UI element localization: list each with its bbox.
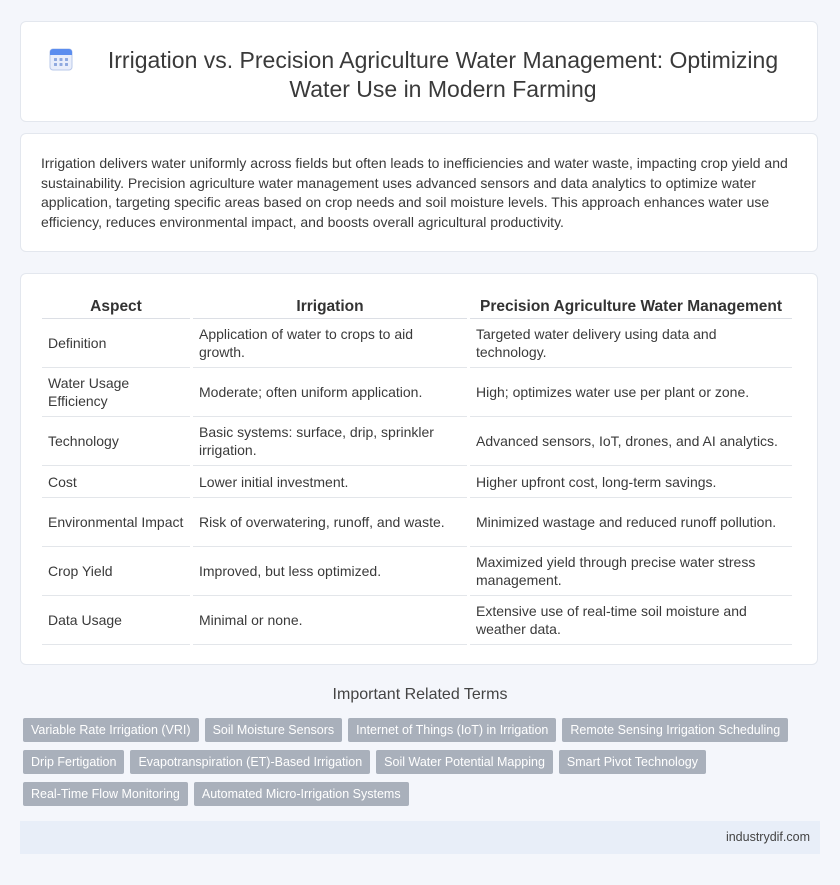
- row-aspect: Technology: [42, 417, 190, 466]
- term-tag[interactable]: Automated Micro-Irrigation Systems: [194, 782, 409, 806]
- title-wrap: [21, 22, 817, 121]
- comparison-table: [39, 297, 795, 645]
- row-precision: Advanced sensors, IoT, drones, and AI analytics.: [470, 417, 792, 466]
- row-precision: Targeted water delivery using data and technology.: [470, 319, 792, 368]
- term-tag[interactable]: Variable Rate Irrigation (VRI): [23, 718, 199, 742]
- related-terms-title: Important Related Terms: [332, 686, 508, 703]
- row-irrigation: Minimal or none.: [193, 596, 467, 645]
- header-precision: Precision Agriculture Water Management: [470, 297, 792, 319]
- row-precision: Minimized wastage and reduced runoff pollution.: [470, 498, 792, 547]
- row-irrigation: Lower initial investment.: [193, 466, 467, 498]
- term-tag[interactable]: Remote Sensing Irrigation Scheduling: [562, 718, 788, 742]
- term-tag[interactable]: Real-Time Flow Monitoring: [23, 782, 188, 806]
- row-irrigation: Basic systems: surface, drip, sprinkler irrigation.: [193, 417, 467, 466]
- table-header-row: [42, 297, 792, 319]
- intro-paragraph: Irrigation delivers water uniformly across fields but often leads to inefficiencies and water waste, impacting crop yield and sustainability. Precision agriculture water management uses advanced sensors and data analytics to optimize water application, targeting specific areas based on crop needs and soil moisture levels. This approach enhances water use efficiency, reduces environmental impact, and boosts overall agricultural productivity.: [41, 155, 788, 230]
- term-tag[interactable]: Smart Pivot Technology: [559, 750, 706, 774]
- table-row: [42, 596, 792, 645]
- title-card: [20, 21, 818, 122]
- header-irrigation: Irrigation: [193, 297, 467, 319]
- row-irrigation: Risk of overwatering, runoff, and waste.: [193, 498, 467, 547]
- row-aspect: Cost: [42, 466, 190, 498]
- intro-card: [20, 133, 818, 252]
- table-row: [42, 417, 792, 466]
- term-tag[interactable]: Internet of Things (IoT) in Irrigation: [348, 718, 556, 742]
- row-irrigation: Application of water to crops to aid growth.: [193, 319, 467, 368]
- table-row: [42, 466, 792, 498]
- row-aspect: Water Usage Efficiency: [42, 368, 190, 417]
- calendar-icon: [48, 46, 74, 72]
- row-irrigation: Moderate; often uniform application.: [193, 368, 467, 417]
- table-row: [42, 319, 792, 368]
- term-tag[interactable]: Drip Fertigation: [23, 750, 124, 774]
- term-tag[interactable]: Soil Water Potential Mapping: [376, 750, 553, 774]
- term-tag[interactable]: Soil Moisture Sensors: [205, 718, 343, 742]
- header-aspect: Aspect: [42, 297, 190, 319]
- table-row: [42, 498, 792, 547]
- row-aspect: Crop Yield: [42, 547, 190, 596]
- comparison-card: [20, 273, 818, 665]
- table-row: [42, 368, 792, 417]
- table-row: [42, 547, 792, 596]
- row-irrigation: Improved, but less optimized.: [193, 547, 467, 596]
- row-aspect: Data Usage: [42, 596, 190, 645]
- page-title: Irrigation vs. Precision Agriculture Water Management: Optimizing Water Use in Modern Farming: [107, 47, 779, 102]
- row-aspect: Definition: [42, 319, 190, 368]
- row-precision: Extensive use of real-time soil moisture and weather data.: [470, 596, 792, 645]
- row-precision: Higher upfront cost, long-term savings.: [470, 466, 792, 498]
- term-tag[interactable]: Evapotranspiration (ET)-Based Irrigation: [130, 750, 370, 774]
- related-terms-list: [23, 718, 803, 806]
- footer-site-name: industrydif.com: [725, 830, 810, 844]
- row-precision: Maximized yield through precise water stress management.: [470, 547, 792, 596]
- row-aspect: Environmental Impact: [42, 498, 190, 547]
- footer-bar: [20, 821, 820, 854]
- row-precision: High; optimizes water use per plant or zone.: [470, 368, 792, 417]
